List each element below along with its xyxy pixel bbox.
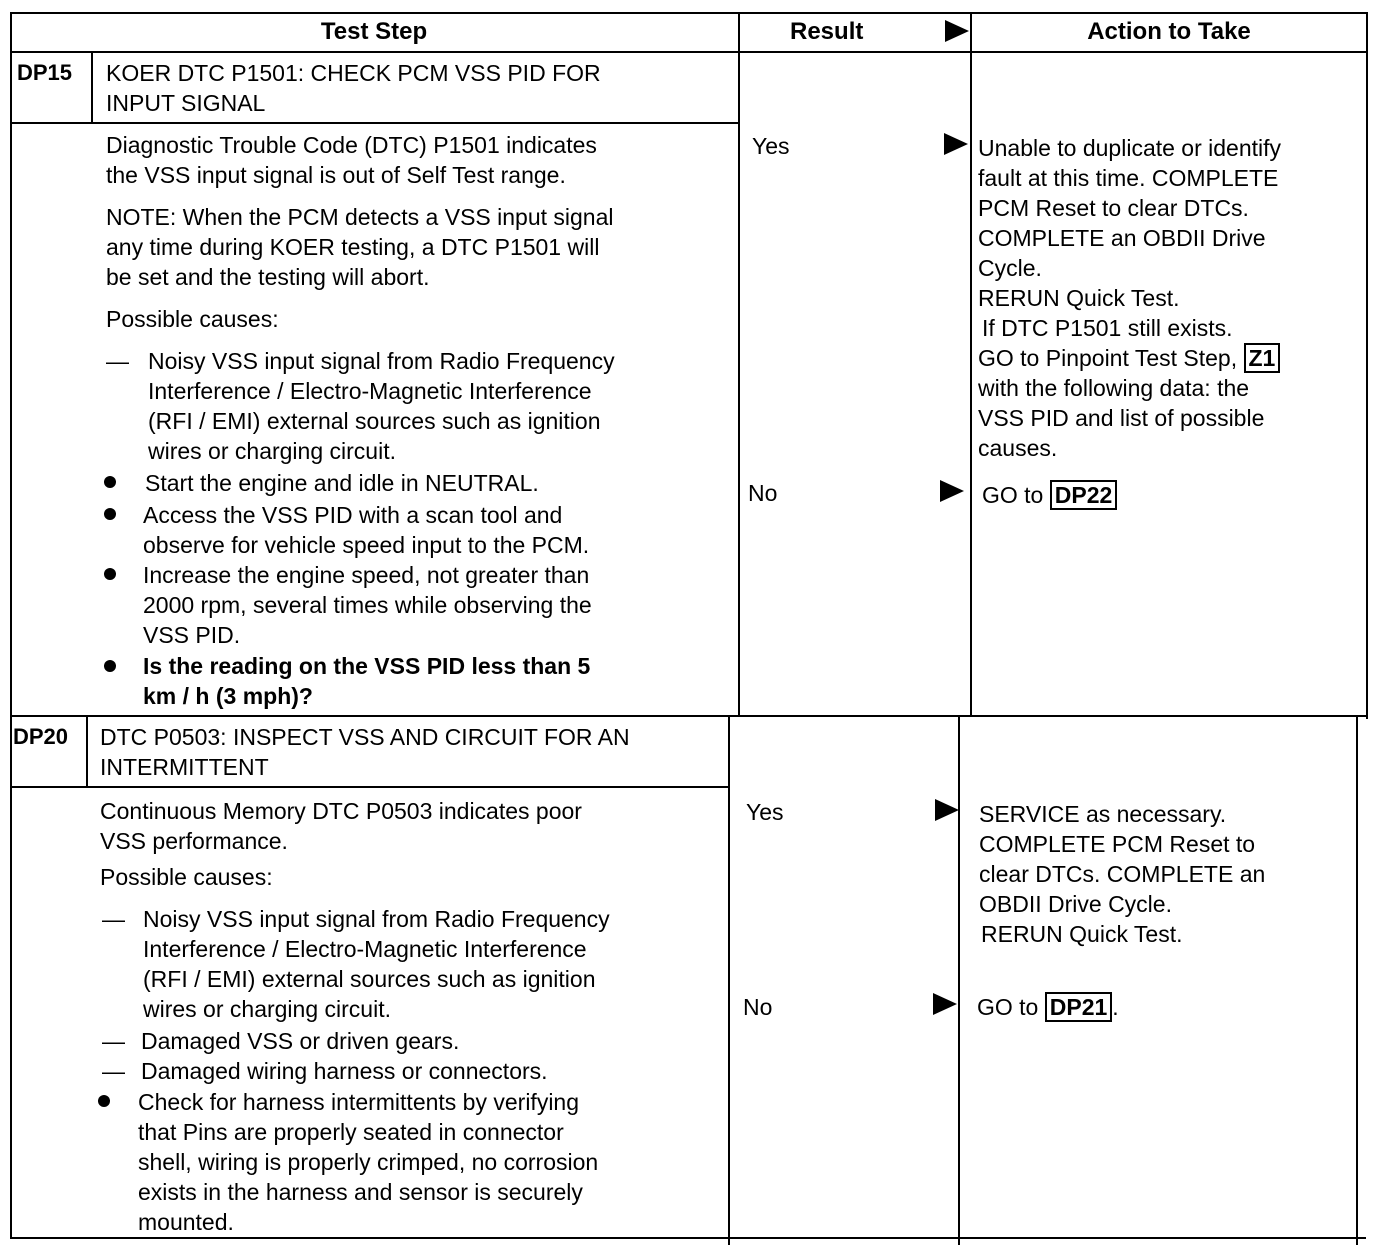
dp20-cause-line2: Interference / Electro-Magnetic Interference	[143, 936, 587, 962]
dp15-yes-action-line11: causes.	[978, 435, 1058, 461]
dp15-note-line2: any time during KOER testing, a DTC P1501 will	[106, 234, 600, 260]
table-bottom-border	[10, 1237, 1366, 1239]
dp15-yes-action-line8	[978, 343, 1281, 373]
dp15-bullet2-icon	[104, 508, 116, 520]
dp15-code-divider	[91, 51, 93, 123]
dp20-cause3: Damaged wiring harness or connectors.	[141, 1058, 548, 1084]
dp15-yes-action-line5: Cycle.	[978, 255, 1042, 281]
dp15-cause-line2: Interference / Electro-Magnetic Interference	[148, 378, 592, 404]
dp15-no-arrow-icon	[940, 480, 964, 502]
dp15-title	[106, 58, 601, 118]
dp15-yes-arrow-icon	[944, 133, 968, 155]
dp15-result-no: No	[748, 480, 778, 506]
dp15-note-line1: NOTE: When the PCM detects a VSS input signal	[106, 204, 614, 230]
dp20-yes-action	[979, 799, 1265, 949]
dp20-yes-action-line5: RERUN Quick Test.	[981, 921, 1183, 947]
col-divider-result	[738, 12, 740, 717]
dp20-possible-causes: Possible causes:	[100, 864, 273, 890]
z1-link[interactable]: Z1	[1244, 343, 1281, 373]
header-action: Action to Take	[1087, 18, 1251, 45]
dp20-yes-action-line4: OBDII Drive Cycle.	[979, 891, 1172, 917]
dp15-yes-action	[978, 133, 1281, 463]
dp15-step3	[143, 560, 592, 650]
dp21-link[interactable]: DP21	[1045, 992, 1113, 1022]
dp20-cause-line1: Noisy VSS input signal from Radio Frequency	[143, 906, 610, 932]
header-bottom-border	[10, 51, 1368, 53]
dp20-title-line1: DTC P0503: INSPECT VSS AND CIRCUIT FOR AN	[100, 724, 630, 750]
dp15-yes-action-line8-text: GO to Pinpoint Test Step,	[978, 345, 1238, 371]
dp15-bullet1-icon	[104, 476, 116, 488]
dp20-step1-line4: exists in the harness and sensor is securely	[138, 1179, 583, 1205]
dp15-no-action	[982, 480, 1117, 510]
dp15-bullet3-icon	[104, 568, 116, 580]
dp15-desc-line2: the VSS input signal is out of Self Test range.	[106, 162, 566, 188]
dp15-result-yes: Yes	[752, 133, 790, 159]
dp15-step2-line2: observe for vehicle speed input to the PCM.	[143, 532, 590, 558]
dp20-yes-action-line1: SERVICE as necessary.	[979, 801, 1227, 827]
dp20-code-divider	[86, 715, 88, 787]
dp15-yes-action-line3: PCM Reset to clear DTCs.	[978, 195, 1249, 221]
dp20-step1-line3: shell, wiring is properly crimped, no corrosion	[138, 1149, 599, 1175]
dp20-result-yes: Yes	[746, 799, 784, 825]
dp20-title-bottom	[10, 786, 728, 788]
col-divider-result-lower	[728, 715, 730, 1245]
dp15-question	[143, 651, 590, 711]
dp15-step3-line2: 2000 rpm, several times while observing the	[143, 592, 592, 618]
dp20-yes-action-line2: COMPLETE PCM Reset to	[979, 831, 1256, 857]
dp15-code: DP15	[17, 60, 73, 85]
dp20-cause-line3: (RFI / EMI) external sources such as ignition	[143, 966, 596, 992]
dp15-step2-line1: Access the VSS PID with a scan tool and	[143, 502, 563, 528]
dp20-cause2: Damaged VSS or driven gears.	[141, 1028, 460, 1054]
dp20-title	[100, 722, 630, 782]
dp15-step3-line1: Increase the engine speed, not greater than	[143, 562, 590, 588]
dp15-yes-action-line7: If DTC P1501 still exists.	[982, 315, 1233, 341]
dp20-cause2-dash: —	[102, 1028, 125, 1054]
dp15-cause-line4: wires or charging circuit.	[148, 438, 396, 464]
dp15-yes-action-line9: with the following data: the	[978, 375, 1250, 401]
col-divider-action-lower	[958, 715, 960, 1245]
dp20-no-action	[977, 992, 1119, 1022]
dp15-cause-dash: —	[106, 348, 129, 374]
dp20-no-action-period: .	[1112, 994, 1119, 1020]
dp20-yes-action-line3: clear DTCs. COMPLETE an	[979, 861, 1266, 887]
table-left-border	[10, 12, 12, 1237]
header-result: Result	[790, 18, 864, 45]
dp20-step1	[138, 1087, 598, 1237]
dp20-no-arrow-icon	[933, 993, 957, 1015]
dp20-cause-dash: —	[102, 906, 125, 932]
dp20-title-line2: INTERMITTENT	[100, 754, 269, 780]
col-divider-action	[970, 12, 972, 717]
dp15-title-line1: KOER DTC P1501: CHECK PCM VSS PID FOR	[106, 60, 601, 86]
dp20-right-border	[1356, 715, 1358, 1245]
dp15-step3-line3: VSS PID.	[143, 622, 241, 648]
dp15-note	[106, 202, 614, 292]
dp22-link[interactable]: DP22	[1050, 480, 1118, 510]
dp15-yes-action-line4: COMPLETE an OBDII Drive	[978, 225, 1266, 251]
dp15-no-action-text: GO to	[982, 482, 1044, 508]
dp15-question-line2: km / h (3 mph)?	[143, 683, 313, 709]
dp15-description	[106, 130, 597, 190]
header-arrow-icon	[945, 20, 969, 42]
dp20-desc-line2: VSS performance.	[100, 828, 288, 854]
dp20-bullet1-icon	[98, 1095, 110, 1107]
dp15-title-line2: INPUT SIGNAL	[106, 90, 266, 116]
dp15-cause-line1: Noisy VSS input signal from Radio Frequency	[148, 348, 615, 374]
dp20-cause-line4: wires or charging circuit.	[143, 996, 391, 1022]
dp15-title-bottom	[10, 122, 740, 124]
dp20-result-no: No	[743, 994, 773, 1020]
dp15-step2	[143, 500, 589, 560]
dp20-step1-line2: that Pins are properly seated in connector	[138, 1119, 564, 1145]
dp20-no-action-text: GO to	[977, 994, 1039, 1020]
dp15-yes-action-line1: Unable to duplicate or identify	[978, 135, 1282, 161]
dp15-possible-causes: Possible causes:	[106, 306, 279, 332]
table-right-border	[1366, 12, 1368, 719]
dp20-cause	[143, 904, 610, 1024]
dp20-step1-line1: Check for harness intermittents by verifying	[138, 1089, 580, 1115]
dp20-description	[100, 796, 582, 856]
dp15-question-line1: Is the reading on the VSS PID less than 5	[143, 653, 591, 679]
dp15-cause-line3: (RFI / EMI) external sources such as ignition	[148, 408, 601, 434]
dp20-desc-line1: Continuous Memory DTC P0503 indicates poor	[100, 798, 582, 824]
dp15-note-line3: be set and the testing will abort.	[106, 264, 430, 290]
row-divider	[10, 715, 1368, 717]
dp20-cause3-dash: —	[102, 1058, 125, 1084]
dp15-bullet4-icon	[104, 660, 116, 672]
dp15-step1: Start the engine and idle in NEUTRAL.	[145, 470, 539, 496]
dp15-yes-action-line10: VSS PID and list of possible	[978, 405, 1265, 431]
header-test-step: Test Step	[320, 18, 428, 45]
dp20-step1-line5: mounted.	[138, 1209, 234, 1235]
dp15-yes-action-line2: fault at this time. COMPLETE	[978, 165, 1279, 191]
dp15-desc-line1: Diagnostic Trouble Code (DTC) P1501 indicates	[106, 132, 597, 158]
dp20-yes-arrow-icon	[935, 799, 959, 821]
dp15-yes-action-line6: RERUN Quick Test.	[978, 285, 1180, 311]
dp20-code: DP20	[13, 724, 69, 749]
dp15-cause	[148, 346, 615, 466]
